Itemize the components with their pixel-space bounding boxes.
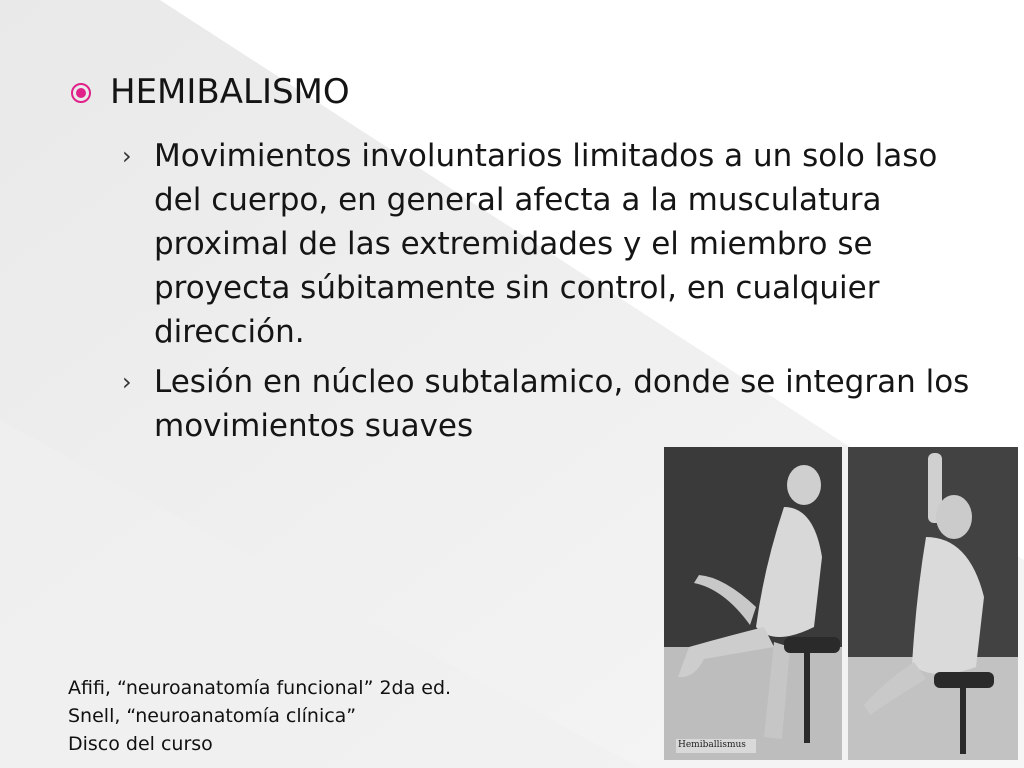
references bbox=[68, 674, 451, 758]
sub-bullet-list bbox=[122, 134, 972, 454]
reference-line: Disco del curso bbox=[68, 733, 213, 755]
reference-line: Snell, “neuroanatomía clínica” bbox=[68, 705, 357, 727]
level1-bullet-item bbox=[70, 72, 350, 112]
hemiballismus-photo bbox=[664, 447, 1018, 760]
sub-bullet-text: Lesión en núcleo subtalamico, donde se integran los movimientos suaves bbox=[154, 364, 970, 444]
slide-title: HEMIBALISMO bbox=[110, 72, 350, 112]
reference-line: Afifi, “neuroanatomía funcional” 2da ed. bbox=[68, 677, 452, 699]
sub-bullet-item bbox=[122, 134, 972, 354]
photo-caption: Hemiballismus bbox=[678, 740, 746, 750]
sub-bullet-item bbox=[122, 360, 972, 448]
chevron-right-icon: › bbox=[122, 142, 132, 170]
sub-bullet-text: Movimientos involuntarios limitados a un solo laso del cuerpo, en general afecta a la musculatura proximal de las extremidades y el miembro se proyecta súbitamente sin control, en cualquier dirección. bbox=[154, 138, 938, 350]
radio-bullet-icon bbox=[70, 82, 92, 104]
chevron-right-icon: › bbox=[122, 368, 132, 396]
